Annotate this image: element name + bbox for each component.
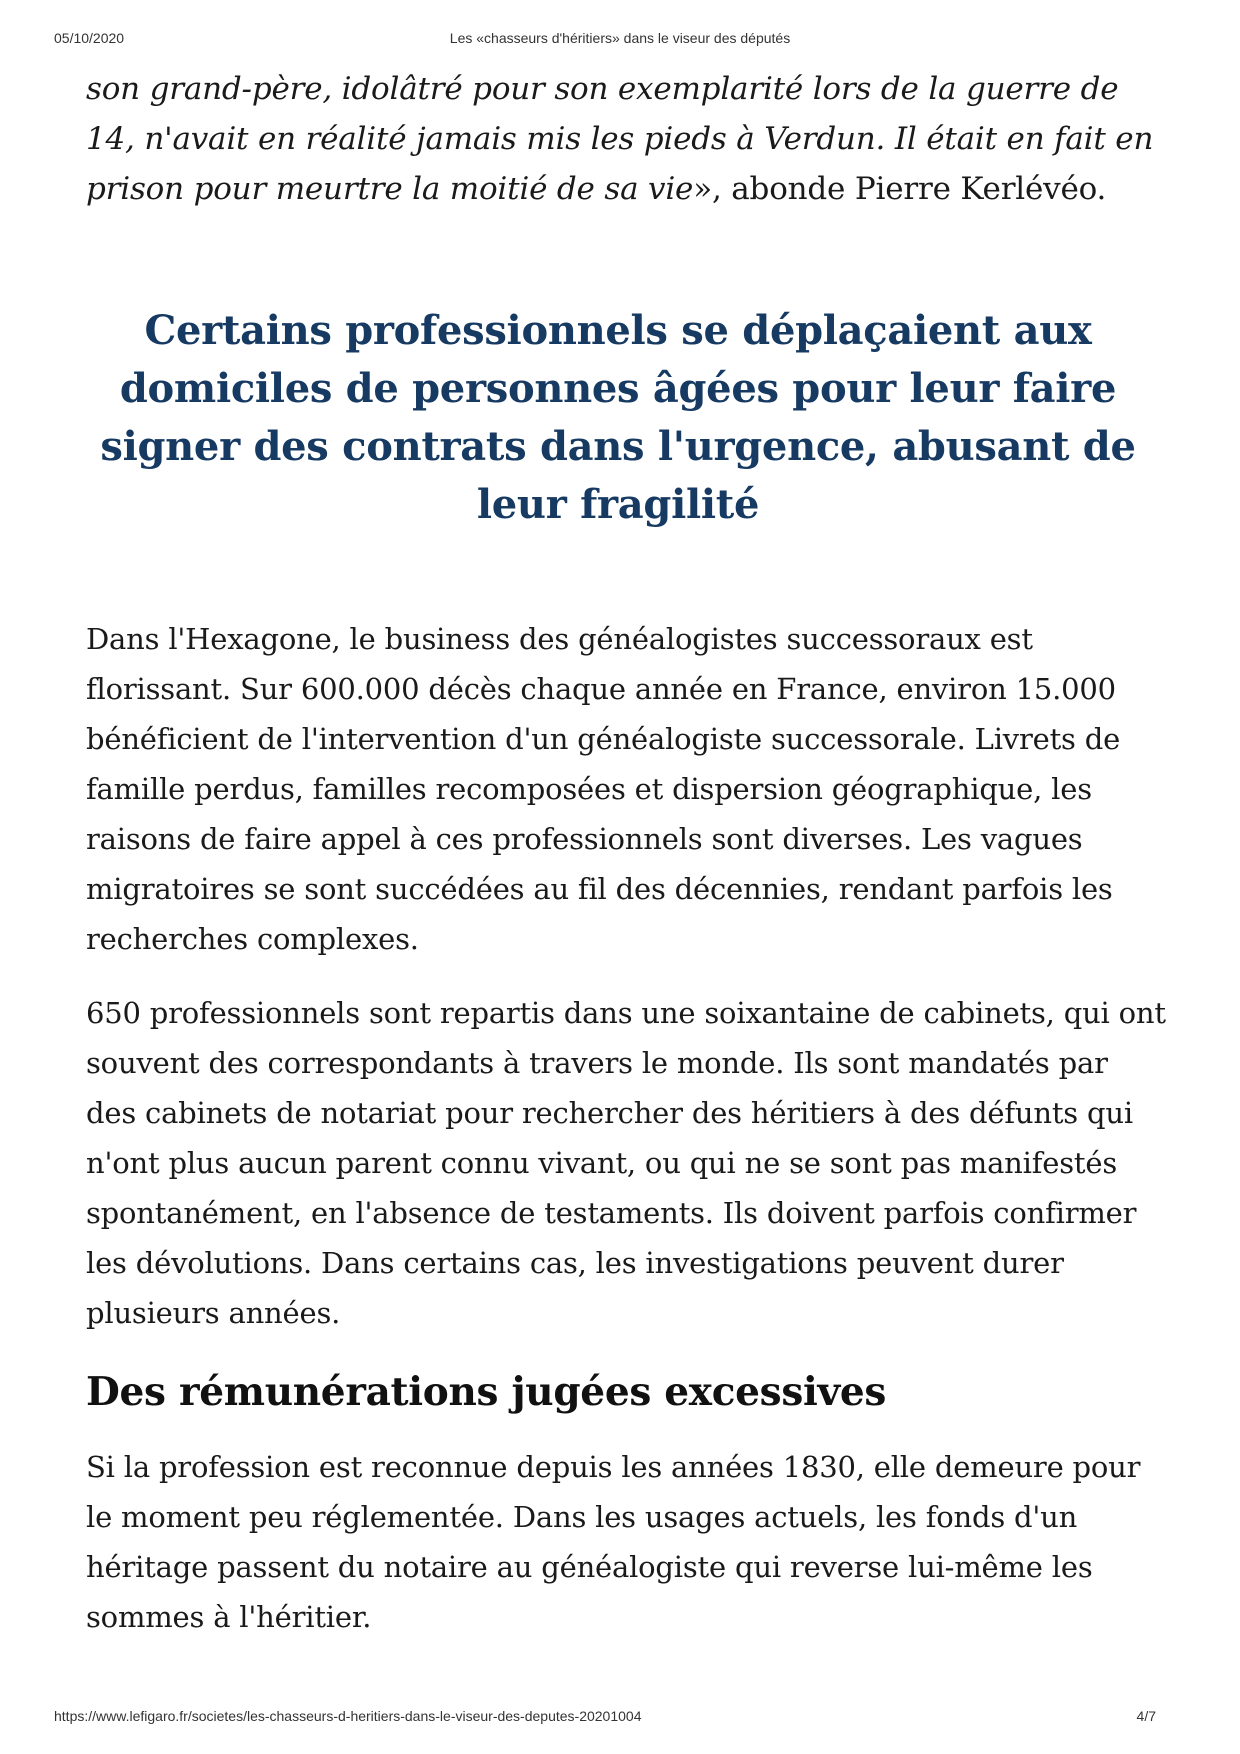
section-heading: Des rémunérations jugées excessives (86, 1369, 887, 1415)
quote-italic-text: son grand-père, idolâtré pour son exemplarité lors de la guerre de 14, n'avait en réalité jamais mis les pieds à Verdun. Il était en fait en prison pour meurtre la moitié de sa vie (86, 71, 1154, 207)
print-url: https://www.lefigaro.fr/societes/les-chasseurs-d-heritiers-dans-le-viseur-des-deputes-20201004 (54, 1708, 642, 1724)
quote-attribution: », abonde Pierre Kerlévéo. (693, 171, 1107, 207)
print-page-title: Les «chasseurs d'héritiers» dans le viseur des députés (449, 30, 791, 46)
article-body (86, 64, 1166, 1642)
quote-continuation (86, 64, 1166, 214)
print-date: 05/10/2020 (54, 30, 125, 46)
paragraph: Si la profession est reconnue depuis les années 1830, elle demeure pour le moment peu réglementée. Dans les usages actuels, les fonds d'un héritage passent du notaire au généalogiste qui reverse lui-même les sommes à l'héritier. (86, 1450, 1141, 1634)
pull-quote: Certains professionnels se déplaçaient aux domiciles de personnes âgées pour leur faire signer des contrats dans l'urgence, abusant de leur fragilité (100, 307, 1136, 528)
page-number: 4/7 (1136, 1708, 1156, 1724)
paragraph: 650 professionnels sont repartis dans une soixantaine de cabinets, qui ont souvent des correspondants à travers le monde. Ils sont mandatés par des cabinets de notariat pour rechercher des héritiers à des défunts qui n'ont plus aucun parent connu vivant, ou qui ne se sont pas manifestés spontanément, en l'absence de testaments. Ils doivent parfois confirmer les dévolutions. Dans certains cas, les investigations peuvent durer plusieurs années. (86, 996, 1166, 1330)
paragraph: Dans l'Hexagone, le business des généalogistes successoraux est florissant. Sur 600.000 décès chaque année en France, environ 15.000 bénéficient de l'intervention d'un généalogiste successorale. Livrets de famille perdus, familles recomposées et dispersion géographique, les raisons de faire appel à ces professionnels sont diverses. Les vagues migratoires se sont succédées au fil des décennies, rendant parfois les recherches complexes. (86, 622, 1121, 956)
print-header (0, 30, 1240, 52)
